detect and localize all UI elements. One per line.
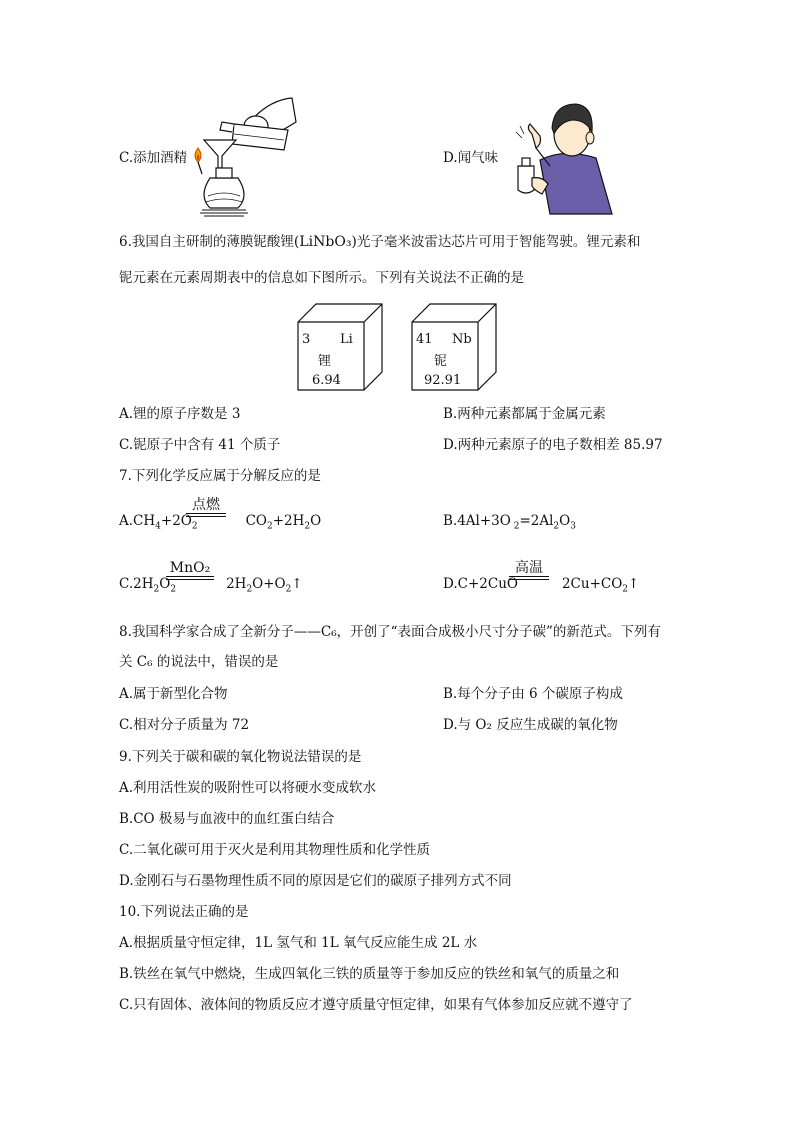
- nb-atomic-mass: 92.91: [424, 373, 462, 388]
- li-symbol: Li: [340, 332, 353, 347]
- q7-option-b: B.4Al+3O $_2=2Al_2O_3$: [443, 513, 576, 532]
- li-atomic-number: 3: [302, 332, 311, 347]
- nb-atomic-number: 41: [416, 332, 433, 347]
- q8-option-d: D.与 O₂ 反应生成碳的氧化物: [443, 717, 618, 733]
- q8-stem-line2: 关 C₆ 的说法中，错误的是: [119, 654, 279, 670]
- element-card-nb: [410, 302, 510, 392]
- q6-stem-line1: [119, 235, 640, 250]
- q6-stem-text: 6.我国自主研制的薄膜铌酸锂: [119, 234, 294, 250]
- q7-option-d: D.C+2CuO $2Cu+CO_2↑$: [443, 576, 640, 595]
- q7-d-condition-label: 高温: [515, 560, 543, 576]
- q8-stem-line1: 8.我国科学家合成了全新分子——C₆，开创了“表面合成极小尺寸分子碳”的新范式。下列有: [119, 624, 661, 640]
- alcohol-lamp-illustration: [188, 96, 298, 218]
- q6-formula: (LiNbO₃): [293, 234, 357, 250]
- q9-stem: 9.下列关于碳和碳的氧化物说法错误的是: [119, 749, 362, 765]
- q10-option-c: C.只有固体、液体间的物质反应才遵守质量守恒定律，如果有气体参加反应就不遵守了: [119, 997, 633, 1013]
- q10-stem: 10.下列说法正确的是: [119, 904, 249, 920]
- smelling-boy-illustration: [514, 98, 614, 216]
- q7-d-condition: [509, 561, 549, 580]
- q6-option-a: A.锂的原子序数是 3: [119, 406, 241, 422]
- li-name: 锂: [318, 354, 332, 369]
- q7-c-condition-label: MnO₂: [169, 560, 211, 576]
- q7-option-c: $C.2H_2O_2$ $2H_2O+O_2↑$: [119, 576, 303, 595]
- element-card-li: [296, 302, 396, 392]
- q6-option-d: D.两种元素原子的电子数相差 85.97: [443, 437, 663, 453]
- nb-name: 铌: [434, 354, 448, 369]
- q10-option-a: A.根据质量守恒定律，1L 氢气和 1L 氧气反应能生成 2L 水: [119, 935, 478, 951]
- q8-option-b: B.每个分子由 6 个碳原子构成: [443, 686, 623, 702]
- q9-option-b: B.CO 极易与血液中的血红蛋白结合: [119, 811, 335, 827]
- q5-option-c: C.添加酒精: [119, 150, 188, 166]
- q6-option-b: B.两种元素都属于金属元素: [443, 406, 606, 422]
- q9-option-d: D.金刚石与石墨物理性质不同的原因是它们的碳原子排列方式不同: [119, 873, 512, 889]
- q7-option-a: $A.CH_4+2O_2$ $CO_2+2H_2O$: [119, 513, 322, 532]
- q7-a-condition: [186, 498, 226, 517]
- q7-a-condition-label: 点燃: [192, 497, 220, 513]
- li-atomic-mass: 6.94: [312, 373, 341, 388]
- q8-option-c: C.相对分子质量为 72: [119, 717, 250, 733]
- q9-option-a: A.利用活性炭的吸附性可以将硬水变成软水: [119, 780, 377, 796]
- q6-stem-text-rest: 光子毫米波雷达芯片可用于智能驾驶。锂元素和: [356, 234, 641, 250]
- q6-option-c: C.铌原子中含有 41 个质子: [119, 437, 281, 453]
- q7-c-condition: [166, 561, 214, 580]
- q9-option-c: C.二氧化碳可用于灭火是利用其物理性质和化学性质: [119, 842, 431, 858]
- q5-option-d: D.闻气味: [443, 150, 499, 166]
- nb-symbol: Nb: [452, 332, 472, 347]
- q6-stem-line2: 铌元素在元素周期表中的信息如下图所示。下列有关说法不正确的是: [119, 270, 524, 286]
- q10-option-b: B.铁丝在氧气中燃烧，生成四氧化三铁的质量等于参加反应的铁丝和氧气的质量之和: [119, 966, 620, 982]
- q7-stem: 7.下列化学反应属于分解反应的是: [119, 468, 321, 484]
- q8-option-a: A.属于新型化合物: [119, 686, 228, 702]
